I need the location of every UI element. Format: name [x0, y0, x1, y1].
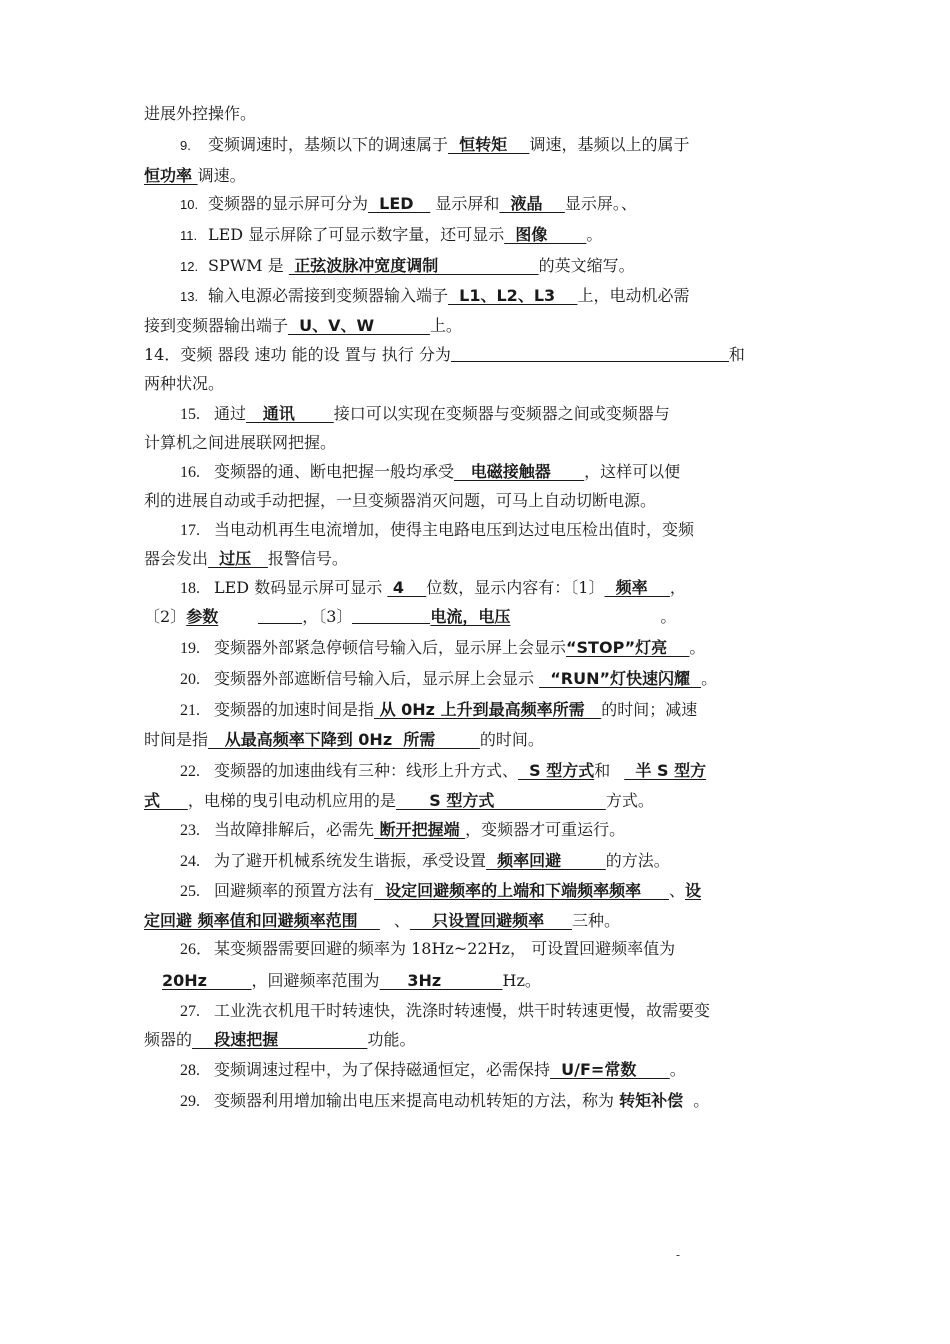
answer: S 型方式	[395, 791, 606, 810]
answer: 液晶	[499, 194, 565, 213]
answer: 恒功率	[144, 166, 198, 185]
text-line: 进展外控操作。	[144, 104, 257, 123]
answer: 4	[387, 578, 427, 597]
question-22: 22. 变频器的加速曲线有三种：线形上升方式、 S 型方式和 半 S 型方	[180, 757, 816, 785]
question-18-cont: 〔2〕参数 ，〔3〕 电流，电压 。	[144, 603, 816, 631]
question-14-cont: 两种状况。	[144, 374, 225, 393]
question-21: 21. 变频器的加速时间是指 从 0Hz 上升到最高频率所需 的时间；减速	[180, 696, 816, 724]
question-25-cont: 定回避 频率值和回避频率范围 、 只设置回避频率 三种。	[144, 907, 816, 935]
answer: 转矩补偿	[619, 1091, 684, 1110]
question-17: 17. 当电动机再生电流增加，使得主电路电压到达过电压检出值时，变频	[180, 520, 695, 539]
answer: 段速把握	[192, 1030, 368, 1049]
answer: 半 S 型方	[624, 761, 707, 780]
answer: 只设置回避频率	[409, 911, 573, 930]
answer: 从最高频率下降到 0Hz 所需	[208, 730, 480, 749]
page-footer-mark: -	[676, 1248, 681, 1262]
question-19: 19. 变频器外部紧急停顿信号输入后，显示屏上会显示“STOP”灯亮 。	[180, 634, 816, 662]
answer: “STOP”灯亮	[566, 638, 690, 657]
answer: 图像	[504, 225, 587, 244]
question-13-cont: 接到变频器输出端子 U、V、W 上。	[144, 312, 816, 340]
answer: 过压	[208, 549, 268, 568]
question-20: 20. 变频器外部遮断信号输入后，显示屏上会显示 “RUN”灯快速闪耀 。	[180, 665, 816, 693]
question-14: 14．变频 器段 速功 能的设 置与 执行 分为 和	[144, 345, 745, 364]
question-27-cont: 频器的 段速把握 功能。	[144, 1026, 816, 1054]
answer: 电磁接触器	[454, 462, 585, 481]
answer: 频率	[604, 578, 670, 597]
question-26: 26． 某变频器需要回避的频率为 18Hz~22Hz， 可设置回避频率值为	[180, 939, 676, 958]
answer: “RUN”灯快速闪耀	[539, 669, 702, 688]
answer: 电流，电压	[430, 607, 511, 626]
question-17-cont: 器会发出 过压 报警信号。	[144, 545, 816, 573]
question-21-cont: 时间是指 从最高频率下降到 0Hz 所需 的时间。	[144, 726, 816, 754]
answer: LED	[368, 194, 431, 213]
answer: 频率回避	[486, 851, 606, 870]
question-10: 10. 变频器的显示屏可分为 LED 显示屏和 液晶 显示屏。、	[180, 190, 816, 218]
answer-blank	[352, 605, 430, 624]
question-25: 25. 回避频率的预置方法有 设定回避频率的上端和下端频率频率 、设	[180, 877, 816, 905]
question-23: 23. 当故障排解后，必需先 断开把握端 ，变频器才可重运行。	[180, 816, 816, 844]
answer: S 型方式	[518, 761, 595, 780]
answer: 参数	[186, 607, 219, 626]
question-11: 11. LED 显示屏除了可显示数字量，还可显示 图像 。	[180, 221, 816, 249]
question-9: 9. 变频调速时，基频以下的调速属于 恒转矩 调速，基频以上的属于	[180, 131, 816, 159]
answer-blank	[258, 605, 302, 624]
answer: 设定回避频率的上端和下端频率频率	[374, 881, 670, 900]
answer: 恒转矩	[448, 135, 530, 154]
question-13: 13. 输入电源必需接到变频器输入端子 L1、L2、L3 上，电动机必需	[180, 282, 816, 310]
question-15-cont: 计算机之间进展联网把握。	[144, 433, 337, 452]
question-29: 29. 变频器利用增加输出电压来提高电动机转矩的方法，称为 转矩补偿 。	[180, 1087, 816, 1115]
question-28: 28. 变频调速过程中，为了保持磁通恒定，必需保持 U/F=常数 。	[180, 1056, 816, 1084]
question-26-cont: 20Hz ，回避频率范围为 3Hz Hz。	[162, 967, 816, 995]
answer: 断开把握端	[374, 820, 466, 839]
answer: U、V、W	[288, 316, 430, 335]
question-27: 27. 工业洗衣机甩干时转速快，洗涤时转速慢，烘干时转速更慢，故需要变	[180, 1001, 711, 1020]
answer: 正弦波脉冲宽度调制	[288, 256, 539, 275]
answer: 定回避 频率值和回避频率范围	[144, 911, 380, 930]
answer: 设	[685, 881, 702, 900]
answer: L1、L2、L3	[448, 286, 578, 305]
question-18: 18. LED 数码显示屏可显示 4 位数，显示内容有：〔1〕 频率 ，	[180, 574, 816, 602]
question-22-cont: 式 ，电梯的曳引电动机应用的是 S 型方式 方式。	[144, 787, 816, 815]
question-24: 24. 为了避开机械系统发生谐振，承受设置 频率回避 的方法。	[180, 847, 816, 875]
answer: U/F=常数	[550, 1060, 670, 1079]
question-16-cont: 利的进展自动或手动把握，一旦变频器消灭问题，可马上自动切断电源。	[144, 491, 657, 510]
answer: 3Hz	[379, 971, 503, 990]
answer: 从 0Hz 上升到最高频率所需	[374, 700, 602, 719]
answer-blank	[451, 343, 729, 362]
question-9-cont: 恒功率 调速。	[144, 162, 816, 190]
question-15: 15. 通过 通讯 接口可以实现在变频器与变频器之间或变频器与	[180, 400, 816, 428]
answer: 式	[144, 791, 188, 810]
answer: 通讯	[246, 404, 334, 423]
question-16: 16. 变频器的通、断电把握一般均承受 电磁接触器 ，这样可以便	[180, 458, 816, 486]
answer: 20Hz	[162, 971, 252, 990]
question-12: 12. SPWM 是 正弦波脉冲宽度调制 的英文缩写。	[180, 252, 816, 280]
